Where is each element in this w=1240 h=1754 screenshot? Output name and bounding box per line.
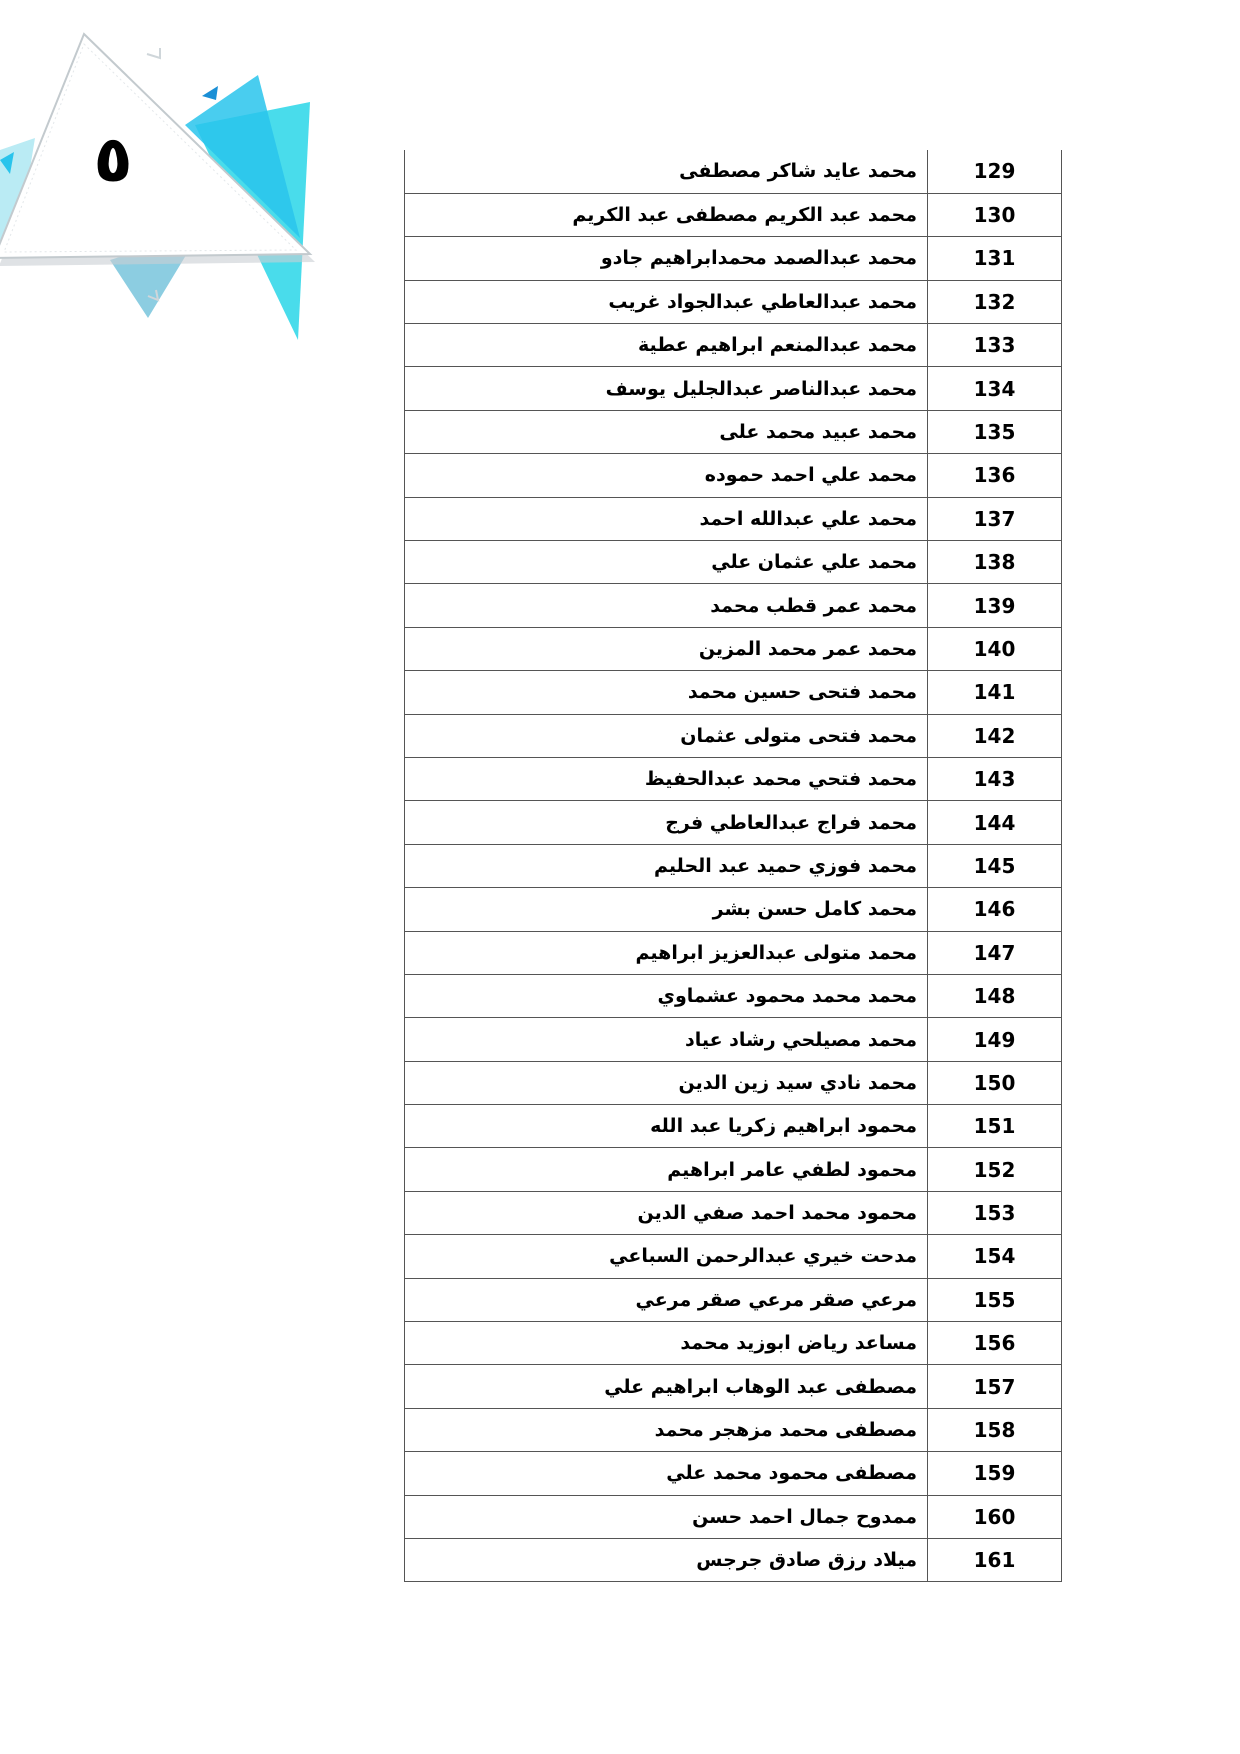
table-row — [405, 497, 1062, 540]
row-name: محمد كامل حسن بشر — [405, 888, 928, 931]
table-row — [405, 367, 1062, 410]
row-name: مرعي صقر مرعي صقر مرعي — [405, 1278, 928, 1321]
table-row — [405, 584, 1062, 627]
row-number: 134 — [928, 367, 1062, 410]
row-number: 154 — [928, 1235, 1062, 1278]
row-name: محمد عبيد محمد على — [405, 410, 928, 453]
row-name: محمد فوزي حميد عبد الحليم — [405, 844, 928, 887]
row-number: 135 — [928, 410, 1062, 453]
table-row — [405, 1191, 1062, 1234]
row-name: محمد فتحي محمد عبدالحفيظ — [405, 757, 928, 800]
row-number: 140 — [928, 627, 1062, 670]
table-row — [405, 1278, 1062, 1321]
table-row — [405, 324, 1062, 367]
row-number: 130 — [928, 193, 1062, 236]
row-number: 138 — [928, 541, 1062, 584]
table-row — [405, 280, 1062, 323]
row-name: محمد مصيلحي رشاد عياد — [405, 1018, 928, 1061]
row-name: محمد فتحى حسين محمد — [405, 671, 928, 714]
row-number: 129 — [928, 150, 1062, 193]
row-number: 141 — [928, 671, 1062, 714]
row-name: محمود لطفي عامر ابراهيم — [405, 1148, 928, 1191]
table-row — [405, 410, 1062, 453]
table-row — [405, 1408, 1062, 1451]
row-number: 151 — [928, 1105, 1062, 1148]
table-row — [405, 1235, 1062, 1278]
table-row — [405, 193, 1062, 236]
names-table — [404, 150, 1062, 1582]
row-number: 160 — [928, 1495, 1062, 1538]
table-row — [405, 1539, 1062, 1582]
row-name: محمود محمد احمد صفي الدين — [405, 1191, 928, 1234]
row-number: 159 — [928, 1452, 1062, 1495]
row-number: 156 — [928, 1322, 1062, 1365]
row-name: محمد علي عثمان علي — [405, 541, 928, 584]
row-name: محمد علي احمد حموده — [405, 454, 928, 497]
row-number: 148 — [928, 974, 1062, 1017]
row-name: مصطفى محمود محمد علي — [405, 1452, 928, 1495]
table-row — [405, 1452, 1062, 1495]
table-row — [405, 541, 1062, 584]
row-name: محمد عمر محمد المزين — [405, 627, 928, 670]
row-number: 139 — [928, 584, 1062, 627]
row-name: محمد عبدالمنعم ابراهيم عطية — [405, 324, 928, 367]
table-row — [405, 237, 1062, 280]
row-name: محمد علي عبدالله احمد — [405, 497, 928, 540]
table-row — [405, 1322, 1062, 1365]
row-name: ممدوح جمال احمد حسن — [405, 1495, 928, 1538]
row-number: 145 — [928, 844, 1062, 887]
table-row — [405, 150, 1062, 193]
row-number: 150 — [928, 1061, 1062, 1104]
table-row — [405, 888, 1062, 931]
row-number: 142 — [928, 714, 1062, 757]
row-name: ميلاد رزق صادق جرجس — [405, 1539, 928, 1582]
table-row — [405, 757, 1062, 800]
row-name: محمد فتحى متولى عثمان — [405, 714, 928, 757]
row-name: مساعد رياض ابوزيد محمد — [405, 1322, 928, 1365]
row-number: 137 — [928, 497, 1062, 540]
row-name: محمد متولى عبدالعزيز ابراهيم — [405, 931, 928, 974]
table-row — [405, 454, 1062, 497]
table-row — [405, 1105, 1062, 1148]
row-name: محمد فراج عبدالعاطي فرج — [405, 801, 928, 844]
row-name: محمد عبدالعاطي عبدالجواد غريب — [405, 280, 928, 323]
row-number: 131 — [928, 237, 1062, 280]
table-row — [405, 1495, 1062, 1538]
row-name: محمد محمد محمود عشماوي — [405, 974, 928, 1017]
row-number: 146 — [928, 888, 1062, 931]
row-number: 136 — [928, 454, 1062, 497]
row-number: 161 — [928, 1539, 1062, 1582]
table-row — [405, 1018, 1062, 1061]
row-number: 133 — [928, 324, 1062, 367]
table-row — [405, 714, 1062, 757]
row-name: مصطفى عبد الوهاب ابراهيم علي — [405, 1365, 928, 1408]
row-name: مدحت خيري عبدالرحمن السباعي — [405, 1235, 928, 1278]
row-name: محمد عايد شاكر مصطفى — [405, 150, 928, 193]
table-row — [405, 931, 1062, 974]
tick-mark-top — [147, 48, 160, 58]
row-name: محمد عبدالصمد محمدابراهيم جادو — [405, 237, 928, 280]
row-number: 144 — [928, 801, 1062, 844]
row-name: مصطفى محمد مزهجر محمد — [405, 1408, 928, 1451]
table-row — [405, 627, 1062, 670]
table-row — [405, 1148, 1062, 1191]
small-blue-shard — [202, 86, 218, 100]
row-number: 152 — [928, 1148, 1062, 1191]
decorative-triangles — [0, 0, 330, 350]
names-table-body — [405, 150, 1062, 1582]
row-name: محمد عبدالناصر عبدالجليل يوسف — [405, 367, 928, 410]
row-number: 158 — [928, 1408, 1062, 1451]
row-number: 155 — [928, 1278, 1062, 1321]
table-row — [405, 801, 1062, 844]
row-number: 149 — [928, 1018, 1062, 1061]
row-number: 132 — [928, 280, 1062, 323]
table-row — [405, 844, 1062, 887]
row-number: 143 — [928, 757, 1062, 800]
row-name: محمد نادي سيد زين الدين — [405, 1061, 928, 1104]
table-row — [405, 671, 1062, 714]
row-name: محمد عمر قطب محمد — [405, 584, 928, 627]
row-number: 153 — [928, 1191, 1062, 1234]
row-name: محمود ابراهيم زكريا عبد الله — [405, 1105, 928, 1148]
table-row — [405, 974, 1062, 1017]
table-row — [405, 1061, 1062, 1104]
table-row — [405, 1365, 1062, 1408]
row-number: 157 — [928, 1365, 1062, 1408]
page-number: ٥ — [93, 123, 133, 197]
row-name: محمد عبد الكريم مصطفى عبد الكريم — [405, 193, 928, 236]
row-number: 147 — [928, 931, 1062, 974]
